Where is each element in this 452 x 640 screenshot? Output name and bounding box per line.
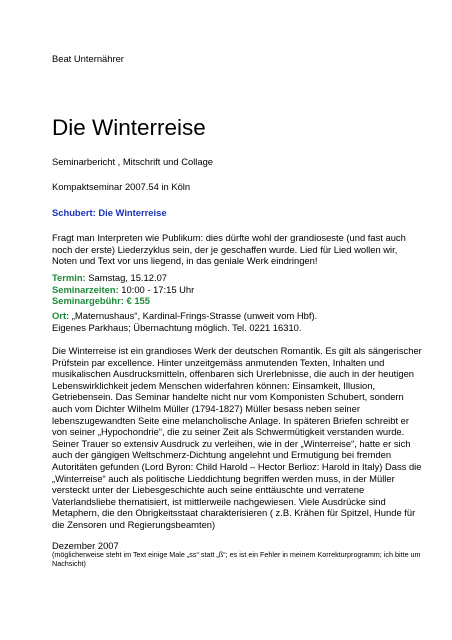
ort-label: Ort:	[52, 310, 70, 321]
intro-paragraph: Fragt man Interpreten wie Publikum: dies dürfte wohl der grandioseste (und fast auch noch der erste) Liederzyklus sein, der je geschaffen wurde. Lied für Lied wollen wir, Noten und Text vor uns liegend, in das geniale Werk eindringen!	[52, 232, 406, 267]
footnote: (möglicherweise steht im Text einige Male „ss“ statt „ß“; es ist ein Fehler in meinem Korrekturprogramm; ich bitte um Nachsicht)	[52, 550, 421, 568]
document-subtitle: Seminarbericht , Mitschrift und Collage	[52, 156, 214, 167]
document-title: Die Winterreise	[52, 115, 206, 140]
heading-prefix: Schubert:	[52, 207, 99, 218]
gebuehr-row	[52, 295, 194, 307]
termin-row	[52, 272, 194, 284]
ort-row	[52, 310, 317, 322]
gebuehr-label: Seminargebühr:	[52, 295, 124, 307]
location-block	[52, 310, 317, 333]
zeiten-row	[52, 284, 194, 296]
zeiten-value: 10:00 - 17:15 Uhr	[121, 283, 195, 295]
gebuehr-value: € 155	[126, 295, 150, 307]
zeiten-label: Seminarzeiten:	[52, 283, 119, 295]
author-name: Beat Unternährer	[52, 53, 124, 64]
location-line-2: Eigenes Parkhaus; Übernachtung möglich. Tel. 0221 16310.	[52, 321, 302, 333]
termin-value: Samstag, 15.12.07	[88, 272, 167, 283]
seminar-details	[52, 272, 194, 307]
body-paragraph: Die Winterreise ist ein grandioses Werk der deutschen Romantik. Es gilt als sängerischer Prüfstein par excellence. Hinter unzeitgemäss anmutenden Texten, Inhalten und musikalischen Ausdrucksmitteln, offenbaren sich Urerlebnisse, die auch in der heutigen Lebenswirklichkeit jedem Menschen widerfahren können: Einsamkeit, Illusion, Getriebensein. Das Seminar handelte nicht nur vom Komponisten Schubert, sondern auch vom Dichter Wilhelm Müller (1794-1827) Müller besass neben seiner lebenszugewandten Seite eine melancholische Anlage. In späteren Briefen schreibt er von seiner „Hypochondrie“, die zu seiner Zeit als Schwermütigkeit verstanden wurde. Seiner Trauer so extensiv Ausdruck zu verleihen, wie in der „Winterreise“, hatte er sich auch der gängigen Weltschmerz-Dichtung angelehnt und Ermutigung bei fremden Autoritäten gefunden (Lord Byron: Child Harold – Hector Berlioz: Harold in Italy) Dass die „Winterreise“ auch als politische Lieddichtung begriffen werden muss, in der Müller versteckt unter der Liebesgeschichte auch seine enttäuschte und verratene Vaterlandsliebe thematisiert, ist mittlerweile nachgewiesen. Viele Ausdrücke sind Metaphern, die den Obrigkeitsstaat charakterisieren ( z.B. Krähen für Spitzel, Hunde für die Zensoren und Regierungsbeamten)	[52, 345, 422, 530]
termin-label: Termin:	[52, 272, 86, 283]
heading-title: Die Winterreise	[98, 207, 167, 218]
section-heading	[52, 207, 167, 219]
document-date: Dezember 2007	[52, 540, 119, 551]
ort-value: „Maternushaus“, Kardinal-Frings-Strasse (unweit vom Hbf).	[71, 310, 318, 321]
seminar-info: Kompaktseminar 2007.54 in Köln	[52, 181, 191, 192]
